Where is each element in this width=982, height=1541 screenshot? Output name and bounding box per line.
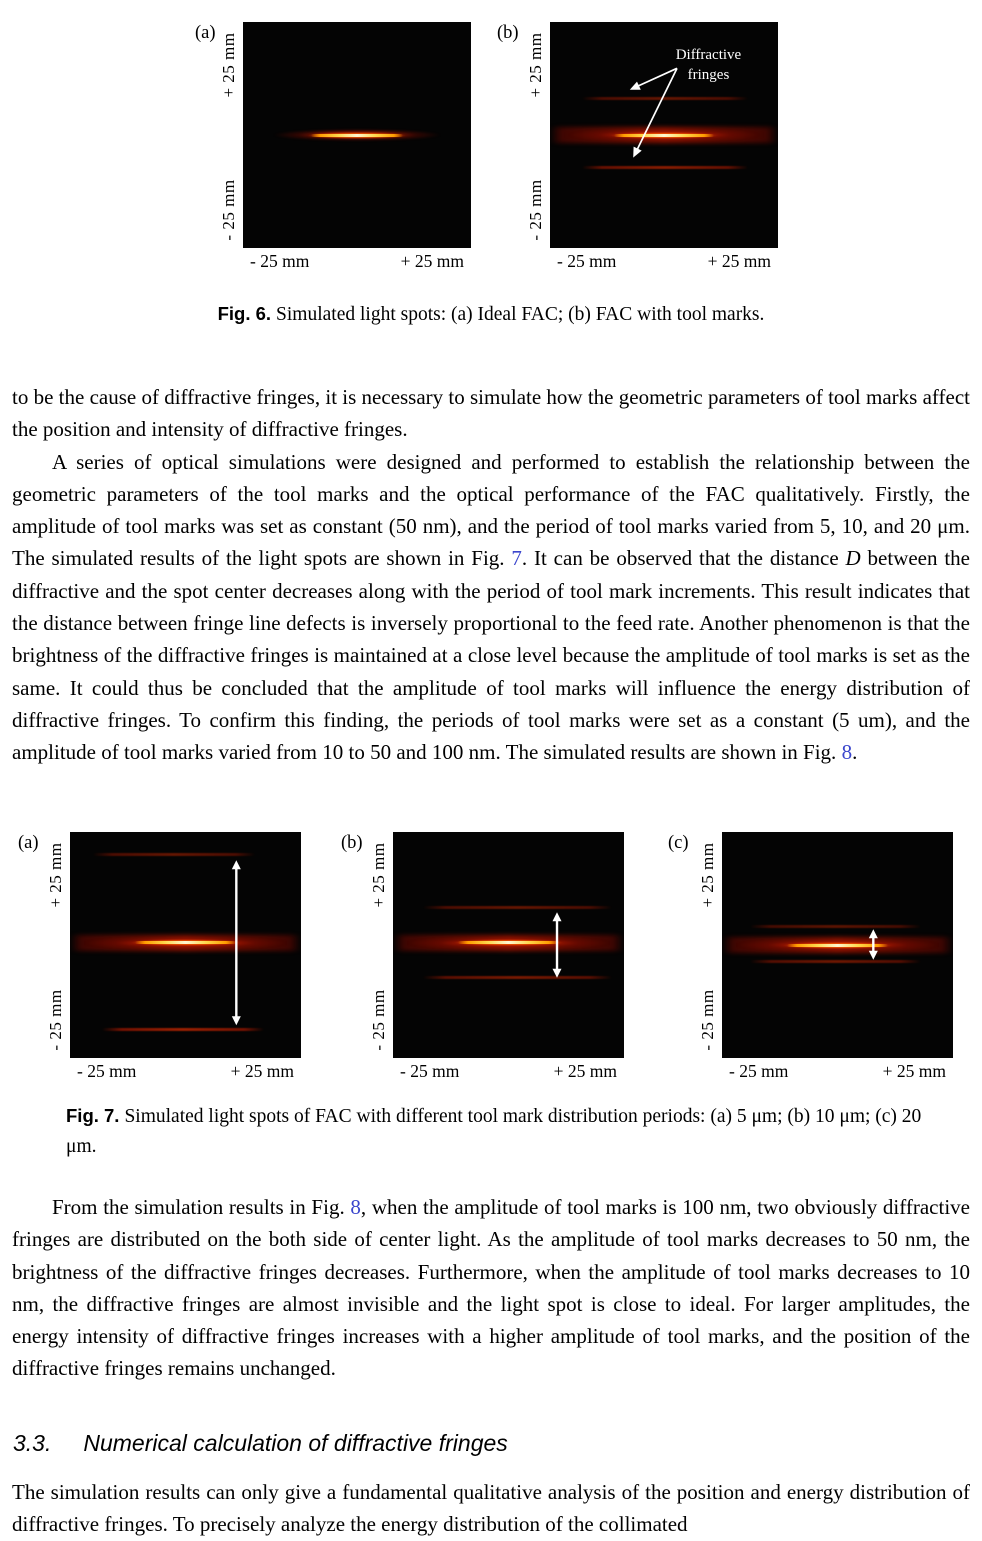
section-heading <box>13 1430 508 1457</box>
body-text-run: , when the amplitude of tool marks is 100 nm, two obviously diffractive fringes are distributed on the both side of center light. As the amplitude of tool marks decreases to 50 nm, the brightness of the diffractive fringes decreases. Furthermore, when the amplitude of tool marks decreases to 10 nm, the diffractive fringes are almost invisible and the light spot is close to ideal. For larger amplitudes, the energy intensity of diffractive fringes increases with a higher amplitude of tool marks, and the position of the diffractive fringes remains unchanged. <box>12 1195 970 1381</box>
fringe-annotation: Diffractive fringes <box>675 46 742 83</box>
light-spot-image <box>393 832 624 1058</box>
light-spot-image <box>722 832 953 1058</box>
body-text-run: to be the cause of diffractive fringes, it is necessary to simulate how the geometric parameters of tool marks affect the position and intensity of diffractive fringes. <box>12 385 970 442</box>
body-text-run: between the diffractive and the spot center decreases along with the period of tool mark increments. This result indicates that the distance between fringe line defects is inversely proportional to the feed rate. Another phenomenon is that the brightness of the diffractive fringes is maintained at a close level because the amplitude of tool marks is set as the same. It could thus be concluded that the amplitude of tool marks will influence the energy distribution of diffractive fringes. To confirm this finding, the periods of tool marks were set as a constant (5 um), and the amplitude of tool marks varied from 10 to 50 and 100 nm. The simulated results are shown in Fig. <box>12 546 971 765</box>
y-axis-top-label: + 25 mm <box>46 842 65 908</box>
body-paragraphs-2 <box>12 1191 970 1385</box>
x-axis-right-label: + 25 mm <box>400 251 464 271</box>
panel-label: (a) <box>195 23 216 43</box>
x-axis-labels <box>393 1061 624 1082</box>
y-axis-bottom-label: - 25 mm <box>526 179 545 241</box>
body-text-run: A series of optical simulations were designed and performed to establish the relationship between the geometric parameters of the tool marks and the optical performance of the FAC qualitatively. Firstly, the amplitude of tool marks was set as constant (50 nm), and the period of tool marks varied from 5, 10, and 20 μm. The simulated results of the light spots are shown in Fig. <box>12 449 970 571</box>
figure-ref-link[interactable]: 8 <box>841 740 853 765</box>
paragraph <box>12 1476 970 1541</box>
body-text-run: The simulation results can only give a fundamental qualitative analysis of the position and energy distribution of diffractive fringes. To precisely analyze the energy distribution of the collimated <box>12 1480 970 1537</box>
figure-panel <box>18 832 301 1088</box>
panel-label: (c) <box>668 833 689 853</box>
fringe-distance-arrow <box>393 832 624 1058</box>
figure-ref-link[interactable]: 7 <box>511 546 522 571</box>
y-axis-top-label: + 25 mm <box>698 842 717 908</box>
section-title: Numerical calculation of diffractive fringes <box>83 1430 508 1456</box>
panel-label: (b) <box>497 23 519 43</box>
paragraph <box>12 1191 970 1385</box>
y-axis-top-label: + 25 mm <box>219 32 238 98</box>
figure6-caption-label: Fig. 6. <box>217 303 272 324</box>
body-text-run: . It can be observed that the distance <box>521 546 846 571</box>
x-axis-right-label: + 25 mm <box>230 1061 294 1081</box>
y-axis-bottom-label: - 25 mm <box>219 179 238 241</box>
figure-panel <box>341 832 624 1088</box>
figure6-caption-text: Simulated light spots: (a) Ideal FAC; (b) FAC with tool marks. <box>276 304 765 325</box>
body-paragraphs-3 <box>12 1476 970 1541</box>
x-axis-left-label: - 25 mm <box>557 251 617 271</box>
x-axis-left-label: - 25 mm <box>77 1061 137 1081</box>
x-axis-labels <box>70 1061 301 1082</box>
x-axis-right-label: + 25 mm <box>707 251 771 271</box>
figure7-caption-label: Fig. 7. <box>66 1105 120 1126</box>
italic-variable: D <box>845 546 861 571</box>
x-axis-left-label: - 25 mm <box>400 1061 460 1081</box>
fringe-distance-arrow <box>70 832 301 1058</box>
panel-label: (b) <box>341 833 363 853</box>
x-axis-left-label: - 25 mm <box>729 1061 789 1081</box>
body-text-run: . <box>852 740 858 765</box>
figure7-caption-text: Simulated light spots of FAC with different tool mark distribution periods: (a) 5 μm; (b) 10 μm; (c) 20 μm. <box>66 1106 922 1157</box>
section-number: 3.3. <box>13 1430 52 1456</box>
light-spot-image <box>70 832 301 1058</box>
figure7-caption <box>66 1101 941 1162</box>
y-axis-bottom-label: - 25 mm <box>698 989 717 1051</box>
body-text-run: From the simulation results in Fig. <box>52 1195 351 1219</box>
x-axis-right-label: + 25 mm <box>553 1061 617 1081</box>
x-axis-right-label: + 25 mm <box>882 1061 946 1081</box>
figure-panel <box>668 832 953 1088</box>
y-axis-top-label: + 25 mm <box>369 842 388 908</box>
y-axis-bottom-label: - 25 mm <box>46 989 65 1051</box>
fringe-distance-arrow <box>722 832 953 1058</box>
y-axis-top-label: + 25 mm <box>526 32 545 98</box>
panel-label: (a) <box>18 833 39 853</box>
figure-ref-link[interactable]: 8 <box>350 1195 361 1219</box>
x-axis-labels <box>722 1061 953 1082</box>
y-axis-bottom-label: - 25 mm <box>369 989 388 1051</box>
x-axis-left-label: - 25 mm <box>250 251 310 271</box>
